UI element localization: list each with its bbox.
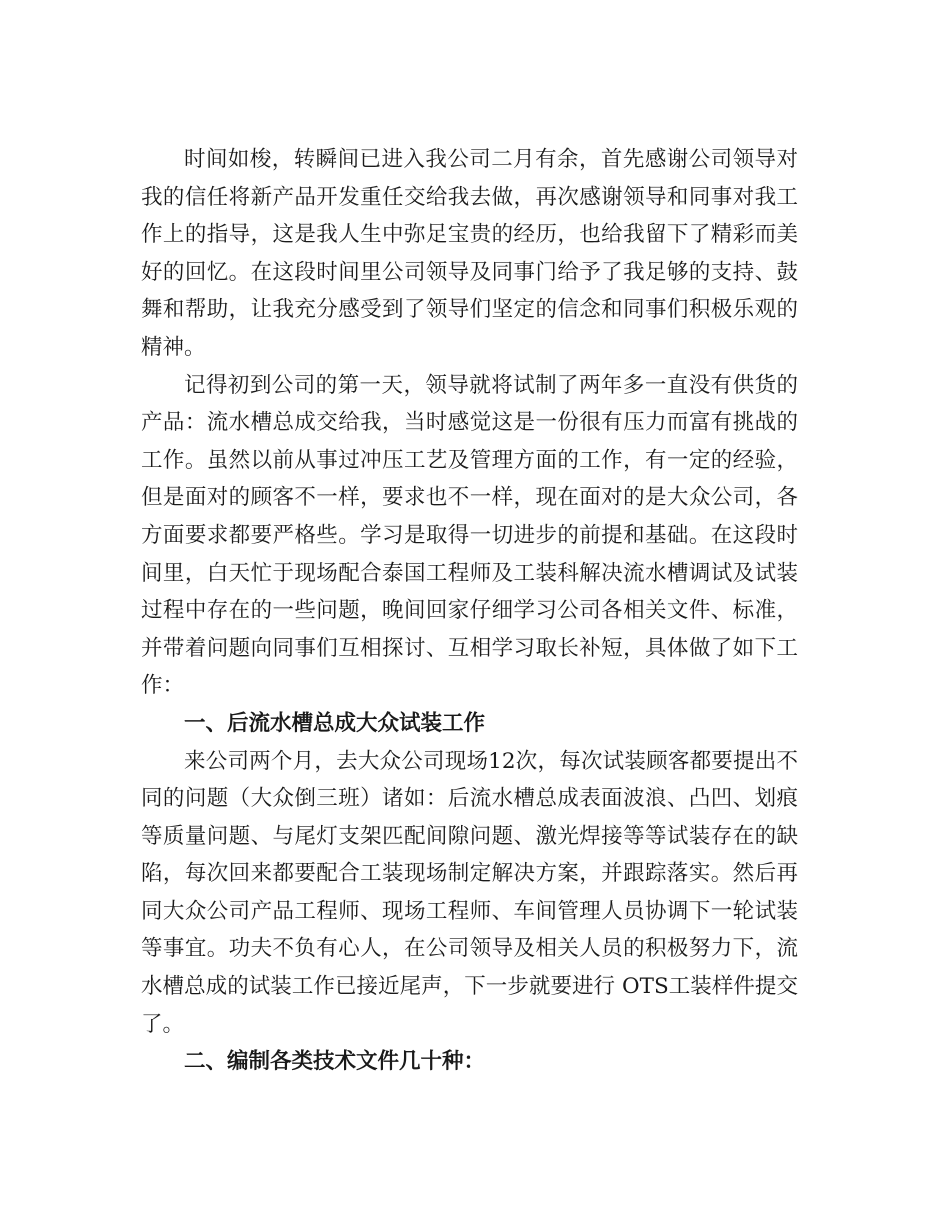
paragraph-first-day: 记得初到公司的第一天，领导就将试制了两年多一直没有供货的产品：流水槽总成交给我，当时感觉这是一份很有压力而富有挑战的工作。虽然以前从事过冲压工艺及管理方面的工作，有一定的经验，但是面对的顾客不一样，要求也不一样，现在面对的是大众公司，各方面要求都要严格些。学习是取得一切进步的前提和基础。在这段时间里，白天忙于现场配合泰国工程师及工装科解决流水槽调试及试装过程中存在的一些问题，晚间回家仔细学习公司各相关文件、标准，并带着问题向同事们互相探讨、互相学习取长补短，具体做了如下工作： (141, 372, 798, 699)
document-body (141, 141, 798, 1081)
section-heading-2: 二、编制各类技术文件几十种： (184, 1049, 486, 1075)
paragraph-trial-assembly: 来公司两个月，去大众公司现场12次，每次试装顾客都要提出不同的问题（大众倒三班）诸如：后流水槽总成表面波浪、凸凹、划痕等质量问题、与尾灯支架匹配间隙问题、激光焊接等等试装存在的缺陷，每次回来都要配合工装现场制定解决方案，并跟踪落实。然后再同大众公司产品工程师、现场工程师、车间管理人员协调下一轮试装等事宜。功夫不负有心人，在公司领导及相关人员的积极努力下，流水槽总成的试装工作已接近尾声，下一步就要进行 OTS工装样件提交了。 (141, 748, 798, 1037)
paragraph-intro: 时间如梭，转瞬间已进入我公司二月有余，首先感谢公司领导对我的信任将新产品开发重任交给我去做，再次感谢领导和同事对我工作上的指导，这是我人生中弥足宝贵的经历，也给我留下了精彩而美好的回忆。在这段时间里公司领导及同事门给予了我足够的支持、鼓舞和帮助，让我充分感受到了领导们坚定的信念和同事们积极乐观的精神。 (141, 147, 798, 360)
section-heading-1: 一、后流水槽总成大众试装工作 (184, 710, 486, 736)
